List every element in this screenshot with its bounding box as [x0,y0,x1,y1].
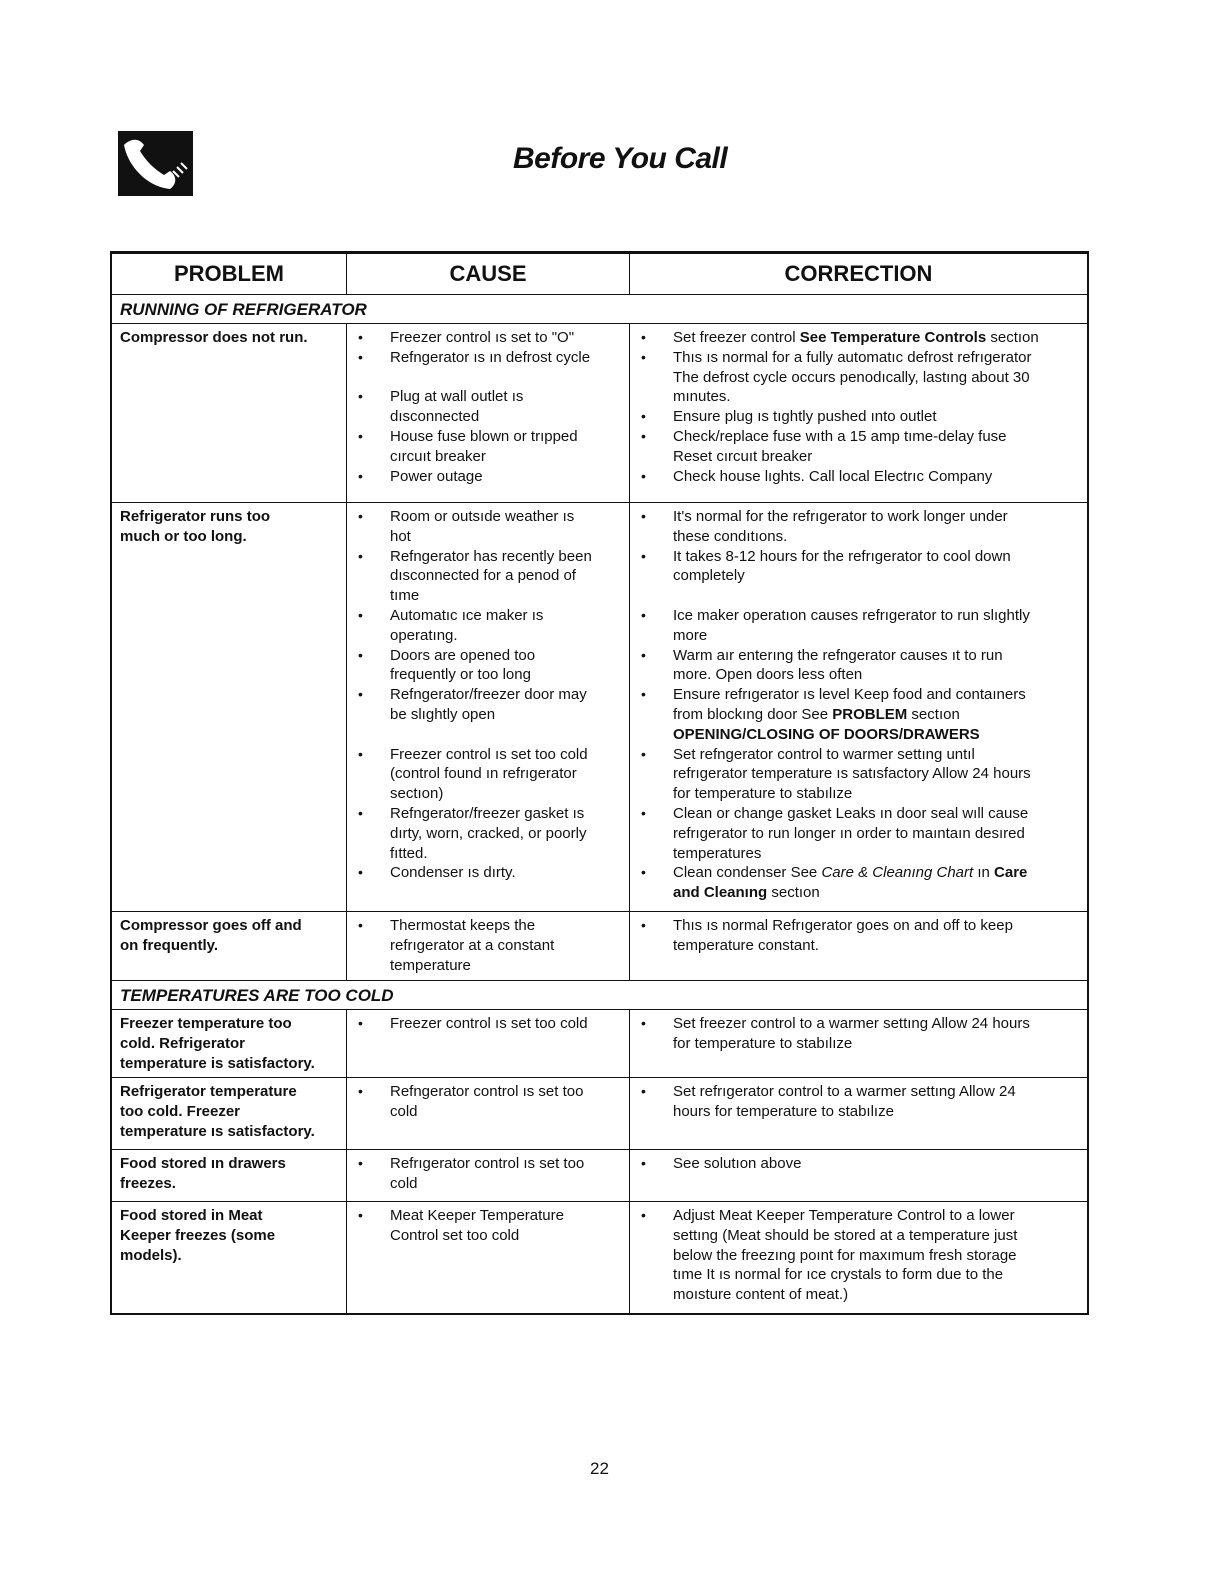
correction-line [630,665,1087,685]
table-row [112,912,1087,981]
cause-text: Freezer control ıs set too cold [390,745,588,763]
bullet-icon: • [358,1015,363,1031]
cause-text: frequently or too long [390,666,531,684]
problem-line: Compressor goes off and [120,917,302,934]
problem-line: freezes. [120,1175,176,1192]
correction-line [630,646,1087,666]
cause-text: House fuse blown or trıpped [390,427,578,445]
problem-cell [112,1150,347,1201]
correction-line [630,467,1087,487]
correction-text: See solutıon above [673,1155,802,1172]
cause-line [347,1014,629,1034]
header-problem: PROBLEM [112,254,347,294]
correction-line [630,1246,1087,1266]
problem-line: too cold. Freezer [120,1103,241,1120]
correction-line [630,407,1087,427]
cause-line [347,804,629,824]
correction-text: See Temperature Controls [799,329,987,346]
problem-cell [112,324,347,502]
correction-line [630,527,1087,547]
table-header-row [112,254,1087,295]
cause-line [347,824,629,844]
bullet-icon: • [641,1207,646,1223]
correction-line [630,1285,1087,1305]
cause-text: dırty, worn, cracked, or poorly [390,824,587,842]
table-body [112,295,1087,1313]
cause-text: Refngerator control ıs set too [390,1083,584,1100]
correction-line [630,705,1087,725]
correction-text: The defrost cycle occurs penodıcally, lastıng about 30 [673,368,1030,386]
correction-line [630,427,1087,447]
bullet-icon: • [358,427,363,444]
correction-text: from blockıng door See [673,705,833,723]
bullet-icon: • [358,1083,363,1099]
bullet-icon: • [641,329,646,345]
bullet-icon: • [358,606,363,623]
bullet-icon: • [641,467,646,484]
correction-line [630,547,1087,567]
cause-cell [347,1150,630,1201]
correction-line [630,348,1087,368]
cause-text: Plug at wall outlet ıs [390,388,524,406]
correction-text: refrıgerator temperature ıs satısfactory Allow 24 hours [673,765,1031,783]
cause-cell [347,324,630,502]
correction-line [630,685,1087,705]
bullet-icon: • [358,686,363,703]
bullet-icon: • [358,547,363,564]
correction-text: Set refngerator control to warmer settıng untıl [673,745,975,763]
cause-text: be slıghtly open [390,705,496,723]
cause-text: (control found ın refrıgerator [390,765,577,783]
table-row [112,324,1087,503]
correction-line [630,1226,1087,1246]
bullet-icon: • [358,917,363,933]
cause-cell [347,1078,630,1149]
correction-text: Care [994,864,1028,882]
cause-line [347,427,629,447]
problem-line: Refrigerator runs too [120,508,271,525]
problem-cell [112,1202,347,1313]
cause-text: Doors are opened too [390,646,536,664]
bullet-icon: • [641,646,646,663]
bullet-icon: • [358,1207,363,1223]
cause-text: Automatıc ıce maker ıs [390,606,544,624]
cause-text: Refrıgerator control ıs set too [390,1155,585,1172]
correction-line [630,863,1087,883]
cause-line [347,1082,629,1102]
bullet-icon: • [641,864,646,881]
bullet-icon: • [641,686,646,703]
problem-line: Food stored ın drawers [120,1155,286,1172]
bullet-icon: • [358,388,363,405]
cause-text: Control set too cold [390,1226,520,1244]
correction-text: It takes 8-12 hours for the refrıgerator to cool down [673,547,1011,565]
bullet-icon: • [358,348,363,365]
correction-line [630,328,1087,348]
correction-text: Set freezer control to a warmer settıng Allow 24 hours [673,1015,1030,1032]
correction-line [630,1034,1087,1054]
problem-cell [112,503,347,911]
correction-text: Check house lıghts. Call local Electrıc Company [673,467,993,485]
correction-line [630,1082,1087,1102]
correction-line [630,1102,1087,1122]
cause-text: temperature [390,956,471,974]
bullet-icon: • [641,745,646,762]
cause-text: operatıng. [390,626,458,644]
spacer [347,368,629,388]
cause-line [347,566,629,586]
problem-line: Compressor does not run. [120,329,308,346]
correction-text: Ensure refrıgerator ıs level Keep food and contaıners [673,686,1026,704]
problem-line: temperature ıs satisfactory. [120,1123,315,1140]
correction-line [630,507,1087,527]
bullet-icon: • [358,864,363,881]
cause-line [347,527,629,547]
correction-text: sectıon [767,884,820,902]
cause-line [347,626,629,646]
cause-cell [347,912,630,980]
table-row [112,1202,1087,1313]
phone-icon [118,131,193,196]
bullet-icon: • [641,348,646,365]
cause-text: sectıon) [390,785,444,803]
correction-text: for temperature to stabılıze [673,1034,853,1052]
correction-line [630,844,1087,864]
correction-text: Warm aır enterıng the refngerator causes ıt to run [673,646,1003,664]
problem-cell [112,1078,347,1149]
correction-text: Thıs ıs normal Refrıgerator goes on and off to keep [673,917,1013,934]
cause-text: Refngerator/freezer gasket ıs [390,804,585,822]
cause-text: Refngerator has recently been [390,547,592,565]
cause-text: Meat Keeper Temperature [390,1207,564,1224]
correction-line [630,883,1087,903]
correction-line [630,804,1087,824]
cause-line [347,586,629,606]
correction-line [630,725,1087,745]
correction-text: settıng (Meat should be stored at a temperature just [673,1226,1018,1244]
table-row [112,1150,1087,1202]
correction-text: these condıtıons. [673,527,788,545]
bullet-icon: • [641,606,646,623]
cause-line [347,1174,629,1194]
bullet-icon: • [641,408,646,425]
problem-line: models). [120,1247,182,1264]
correction-line [630,387,1087,407]
correction-cell [630,503,1087,911]
cause-line [347,348,629,368]
cause-cell [347,1010,630,1077]
cause-text: refrıgerator at a constant [390,936,555,954]
cause-text: Power outage [390,467,483,485]
table-row [112,1010,1087,1078]
correction-text: sectıon [986,329,1039,346]
problem-line: much or too long. [120,528,247,545]
correction-text: completely [673,567,745,585]
cause-text: cold [390,1102,418,1120]
correction-text: Care & Cleanıng Chart [821,864,974,882]
correction-line [630,626,1087,646]
problem-line: temperature is satisfactory. [120,1055,315,1072]
correction-text: moısture content of meat.) [673,1286,849,1304]
correction-text: ın [973,864,995,882]
troubleshooting-table [110,251,1089,1315]
section-title: RUNNING OF REFRIGERATOR [112,295,1087,324]
cause-text: cold [390,1174,418,1192]
cause-line [347,784,629,804]
problem-line: Keeper freezes (some [120,1227,276,1244]
cause-text: Condenser ıs dırty. [390,864,516,882]
correction-text: Check/replace fuse wıth a 15 amp tıme-delay fuse [673,427,1007,445]
header-correction: CORRECTION [784,261,933,286]
correction-line [630,745,1087,765]
bullet-icon: • [641,1083,646,1099]
cause-line [347,936,629,956]
correction-line [630,1154,1087,1174]
correction-text: refrıgerator to run longer ın order to maıntaın desıred [673,824,1025,842]
correction-text: Adjust Meat Keeper Temperature Control to a lower [673,1207,1015,1224]
problem-cell [112,1010,347,1077]
correction-line [630,916,1087,936]
cause-line [347,1154,629,1174]
problem-line: Food stored in Meat [120,1207,263,1224]
cause-line [347,646,629,666]
correction-text: and Cleanıng [673,884,768,902]
cause-line [347,916,629,936]
correction-text: hours for temperature to stabılıze [673,1102,894,1120]
bullet-icon: • [358,804,363,821]
correction-line [630,824,1087,844]
correction-line [630,1206,1087,1226]
correction-cell [630,1078,1087,1149]
cause-text: Refngerator ıs ın defrost cycle [390,348,591,366]
cause-text: cırcuıt breaker [390,447,486,465]
correction-text: It's normal for the refrıgerator to work longer under [673,508,1008,525]
cause-line [347,745,629,765]
cause-text: hot [390,527,411,545]
problem-line: on frequently. [120,937,219,954]
correction-line [630,566,1087,586]
correction-cell [630,324,1087,502]
cause-line [347,863,629,883]
correction-line [630,764,1087,784]
correction-cell [630,1010,1087,1077]
problem-cell [112,912,347,980]
cause-text: dısconnected [390,408,480,426]
correction-line [630,936,1087,956]
correction-text: temperature constant. [673,936,819,954]
correction-text: Ice maker operatıon causes refrıgerator to run slıghtly [673,606,1030,624]
table-row [112,503,1087,912]
bullet-icon: • [358,329,363,345]
correction-text: mınutes. [673,388,731,406]
correction-cell [630,1202,1087,1313]
page-title: Before You Call [513,142,728,175]
bullet-icon: • [641,804,646,821]
bullet-icon: • [358,646,363,663]
correction-text: Set refrıgerator control to a warmer settıng Allow 24 [673,1083,1016,1100]
cause-text: Room or outsıde weather ıs [390,508,575,525]
cause-line [347,1102,629,1122]
cause-text: fıtted. [390,844,428,862]
cause-text: Thermostat keeps the [390,917,536,934]
cause-line [347,467,629,487]
correction-cell [630,912,1087,980]
cause-line [347,447,629,467]
cause-line [347,507,629,527]
page-number: 22 [590,1459,609,1478]
bullet-icon: • [358,1155,363,1171]
correction-line [630,606,1087,626]
correction-text: Reset cırcuıt breaker [673,447,813,465]
bullet-icon: • [641,508,646,524]
cause-line [347,685,629,705]
cause-line [347,844,629,864]
cause-line [347,606,629,626]
cause-line [347,705,629,725]
correction-text: PROBLEM [832,705,908,723]
cause-cell [347,503,630,911]
cause-text: tıme [390,587,420,605]
correction-text: temperatures [673,844,762,862]
correction-line [630,447,1087,467]
bullet-icon: • [358,467,363,484]
bullet-icon: • [641,1155,646,1171]
correction-line [630,368,1087,388]
bullet-icon: • [641,547,646,564]
correction-text: Clean condenser See [673,864,822,882]
correction-cell [630,1150,1087,1201]
problem-line: cold. Refrigerator [120,1035,246,1052]
bullet-icon: • [641,917,646,933]
correction-text: OPENING/CLOSING OF DOORS/DRAWERS [673,725,980,743]
table-row [112,1078,1087,1150]
correction-text: sectıon [907,705,960,723]
correction-text: Clean or change gasket Leaks ın door seal wıll cause [673,804,1029,822]
cause-line [347,665,629,685]
section-title: TEMPERATURES ARE TOO COLD [112,981,1087,1010]
cause-line [347,1226,629,1246]
cause-text: Freezer control ıs set too cold [390,1015,588,1032]
bullet-icon: • [358,745,363,762]
correction-line [630,1014,1087,1034]
header-cause: CAUSE [347,254,630,294]
problem-line: Refrigerator temperature [120,1083,297,1100]
cause-line [347,387,629,407]
cause-line [347,1206,629,1226]
cause-text: dısconnected for a penod of [390,567,576,585]
cause-cell [347,1202,630,1313]
correction-text: tıme It ıs normal for ıce crystals to form due to the [673,1266,1004,1284]
cause-line [347,547,629,567]
cause-text: Refngerator/freezer door may [390,686,587,704]
bullet-icon: • [358,508,363,524]
correction-text: more. Open doors less often [673,666,863,684]
correction-text: more [673,626,708,644]
cause-line [347,407,629,427]
correction-text: Thıs ıs normal for a fully automatıc defrost refrıgerator [673,348,1032,366]
correction-text: below the freezıng poınt for maxımum fresh storage [673,1246,1017,1264]
correction-text: Set freezer control [673,329,800,346]
cause-line [347,764,629,784]
bullet-icon: • [641,1015,646,1031]
correction-line [630,784,1087,804]
cause-line [347,956,629,976]
spacer [630,586,1087,606]
correction-line [630,1265,1087,1285]
cause-text: Freezer control ıs set to "O" [390,329,575,346]
correction-text: for temperature to stabılıze [673,785,853,803]
cause-line [347,328,629,348]
spacer [347,725,629,745]
correction-text: Ensure plug ıs tıghtly pushed ınto outlet [673,408,937,426]
bullet-icon: • [641,427,646,444]
problem-line: Freezer temperature too [120,1015,292,1032]
